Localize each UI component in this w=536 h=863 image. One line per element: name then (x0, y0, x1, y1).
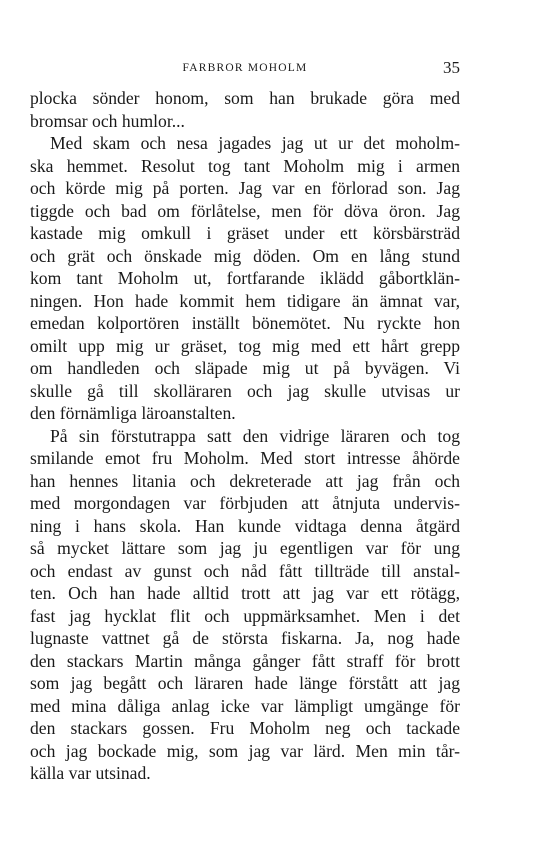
text-line: tiggde och bad om förlåtelse, men för döva öron. Jag (30, 200, 460, 221)
text-line: och grät och önskade mig döden. Om en lång stund (30, 245, 460, 266)
text-line: och körde mig på porten. Jag var en förlorad son. Jag (30, 178, 460, 198)
text-line: och jag bockade mig, som jag var lärd. Men min tår- (30, 740, 460, 761)
text-line: ska hemmet. Resolut tog tant Moholm mig i armen (30, 155, 460, 176)
text-line: med morgondagen var förbjuden att åtnjuta undervis- (30, 493, 460, 513)
text-line: källa var utsinad. (30, 763, 151, 783)
text-line: ten. Och han hade alltid trott att jag var ett rötägg, (30, 583, 460, 603)
text-line: På sin förstutrappa satt den vidrige läraren och tog (50, 425, 460, 446)
text-line: plocka sönder honom, som han brukade göra med (30, 88, 460, 108)
text-line: den stackars gossen. Fru Moholm neg och tackade (30, 718, 460, 738)
text-line: omilt upp mig ur gräset, tog mig med ett hårt grepp (30, 335, 460, 356)
page-number: 35 (443, 58, 460, 77)
text-line: med mina dåliga anlag icke var lämpligt umgänge för (30, 695, 460, 716)
text-line: ningen. Hon hade kommit hem tidigare än ämnat var, (30, 290, 460, 311)
text-line: om handleden och släpade mig ut på byvägen. Vi (30, 358, 460, 378)
text-line: ning i hans skola. Han kunde vidtaga denna åtgärd (30, 515, 460, 536)
text-line: fast jag hycklat flit och uppmärksamhet. Men i det (30, 605, 460, 626)
text-line: som jag begått och läraren hade länge förstått att jag (30, 673, 460, 693)
text-line: smilande emot fru Moholm. Med stort intresse åhörde (30, 448, 460, 468)
text-line: skulle gå till skolläraren och jag skulle utvisas ur (30, 380, 460, 401)
text-line: den stackars Martin många gånger fått straff för brott (30, 650, 460, 671)
text-line: lugnaste vattnet gå de största fiskarna. Ja, nog hade (30, 628, 460, 648)
page-header (30, 58, 460, 78)
text-line: kom tant Moholm ut, fortfarande iklädd gåbortklän- (30, 268, 460, 288)
text-line: kastade mig omkull i gräset under ett körsbärsträd (30, 223, 460, 243)
text-line: Med skam och nesa jagades jag ut ur det moholm- (50, 133, 460, 153)
body-text (30, 87, 460, 785)
text-line: så mycket lättare som jag ju egentligen var för ung (30, 538, 460, 558)
text-line: den förnämliga läroanstalten. (30, 403, 236, 423)
text-line: han hennes litania och dekreterade att jag från och (30, 470, 460, 491)
text-line: bromsar och humlor... (30, 110, 185, 131)
text-line: emedan kolportören inställt bönemötet. Nu ryckte hon (30, 313, 460, 333)
text-line: och endast av gunst och nåd fått tillträde till anstal- (30, 560, 460, 581)
running-head: FARBROR MOHOLM (182, 62, 308, 74)
